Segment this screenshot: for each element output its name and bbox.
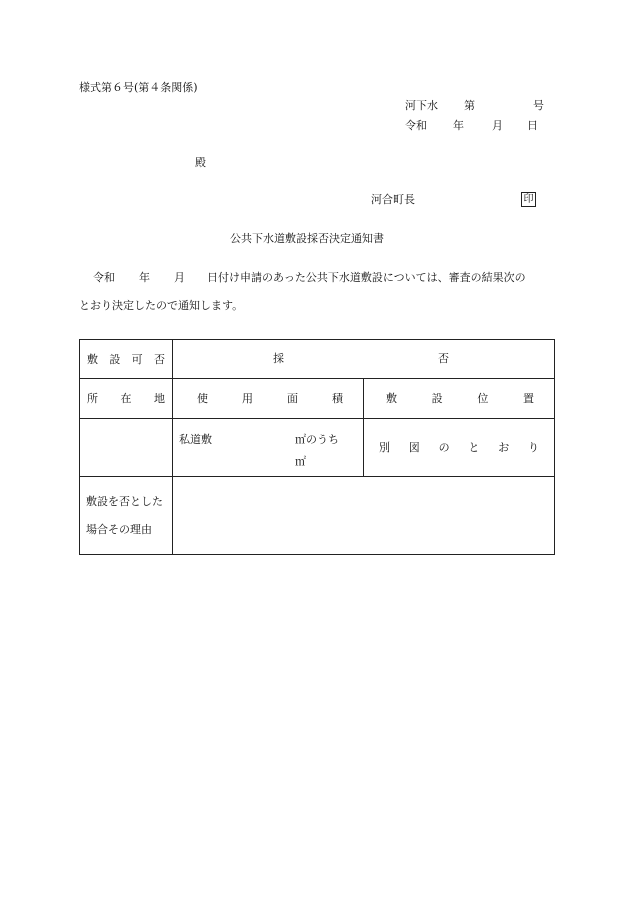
addressee: 殿 [195, 156, 206, 169]
cell-reason-header: 敷設を否とした 場合その理由 [80, 477, 173, 555]
doc-number-dai: 第 [464, 99, 475, 112]
cell-location-value[interactable] [80, 419, 173, 477]
date-day: 日 [527, 119, 538, 132]
private-road-label: 私道敷 [179, 433, 212, 446]
doc-number-go: 号 [533, 99, 544, 112]
cell-adoption-header: 敷 設 可 否 [80, 340, 173, 379]
seal-icon: 印 [521, 192, 536, 207]
cell-position-value[interactable]: 別 図 の と お り [364, 419, 555, 477]
cell-area-value[interactable] [173, 419, 364, 477]
body-rest-line-1: 日付け申請のあった公共下水道敷設については、審査の結果次の [207, 271, 526, 284]
body-month: 月 [174, 271, 185, 284]
body-era: 令和 [93, 271, 115, 284]
adopt-option[interactable]: 採 [273, 352, 284, 365]
cell-position-header: 敷 設 位 置 [364, 379, 555, 419]
sqm-of-label: ㎡のうち [295, 433, 339, 446]
seal-mark [521, 192, 536, 207]
table-row-adoption [80, 340, 555, 379]
cell-location-header: 所 在 地 [80, 379, 173, 419]
date-month: 月 [492, 119, 503, 132]
cell-adoption-choice[interactable] [173, 340, 555, 379]
doc-title: 公共下水道敷設採否決定通知書 [230, 232, 384, 245]
doc-number-prefix: 河下水 [405, 99, 438, 112]
date-year: 年 [453, 119, 464, 132]
sender-title: 河合町長 [371, 193, 415, 206]
body-line-2: とおり決定したので通知します。 [79, 299, 244, 312]
date-era: 令和 [405, 119, 427, 132]
reject-option[interactable]: 否 [438, 352, 449, 365]
date-line [405, 120, 538, 131]
decision-table [79, 339, 555, 555]
table-row-headers [80, 379, 555, 419]
cell-area-header: 使 用 面 積 [173, 379, 364, 419]
body-year: 年 [139, 271, 150, 284]
table-row-reason [80, 477, 555, 555]
cell-reason-value[interactable] [173, 477, 555, 555]
table-row-values [80, 419, 555, 477]
form-number: 様式第６号(第４条関係) [79, 81, 198, 94]
sqm-label: ㎡ [295, 455, 306, 468]
doc-number-line [405, 100, 544, 111]
body-line-1 [93, 272, 526, 283]
